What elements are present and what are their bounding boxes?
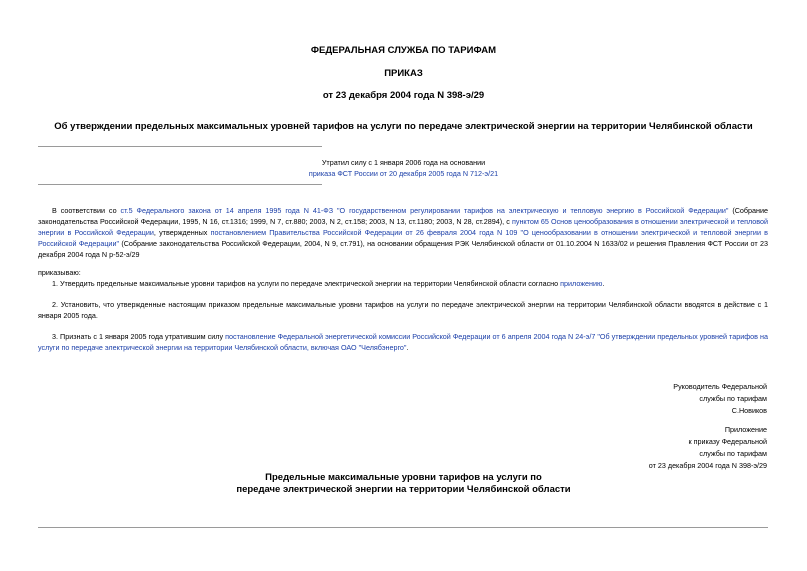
item-3-end: .: [406, 343, 409, 352]
doc-type: ПРИКАЗ: [384, 68, 423, 79]
repeal-order-link[interactable]: приказа ФСТ России от 20 декабря 2005 года N 712-э/21: [308, 169, 499, 178]
signature-block: [673, 381, 767, 417]
signature-line-2: службы по тарифам: [699, 394, 767, 403]
appendix-link[interactable]: приложению: [560, 279, 603, 288]
item-1-text: 1. Утвердить предельные максимальные уровни тарифов на услуги по передаче электрической энергии на территории Челябинской области согласно: [52, 279, 561, 288]
agency-name: ФЕДЕРАЛЬНАЯ СЛУЖБА ПО ТАРИФАМ: [310, 45, 497, 56]
item-2: 2. Установить, что утвержденные настоящим приказом предельные максимальные уровни тарифов на услуги по передаче электрической энергии на территории Челябинской области вводятся в действие с 1 января 2005 года.: [38, 300, 768, 320]
item-1-end: .: [602, 279, 605, 288]
intro-text-4: (Собрание законодательства Российской Федерации, 2004, N 9, ст.791), на основании обращения РЭК Челябинской области от 01.10.2004 N 1633/02 и решения Правления ФСТ России от 23 декабря 2004 года N р-52-э/29: [38, 239, 768, 259]
item-3: [38, 331, 768, 353]
intro-text-3: , утвержденных: [153, 228, 211, 237]
appendix-title-line-1: Предельные максимальные уровни тарифов на услуги по: [265, 472, 542, 483]
signature-name: С.Новиков: [731, 406, 767, 415]
intro-text-1: В соответствии со: [52, 206, 121, 215]
appendix-ref-line-3: службы по тарифам: [699, 449, 767, 458]
intro-paragraph: [38, 205, 768, 260]
fek-resolution-link[interactable]: постановление Федеральной энергетической комиссии Российской Федерации от 6 апреля 2004 года N 24-э/7 "Об утверждении предельных уровней тарифов на услуги по передаче электрической энергии на территории Челябинской области, включая ОАО "Челябэнерго": [38, 332, 768, 352]
doc-date: от 23 декабря 2004 года N 398-э/29: [322, 90, 485, 101]
appendix-title-line-2: передаче электрической энергии на территории Челябинской области: [236, 484, 571, 495]
appendix-reference: [649, 424, 767, 472]
pricing-basics-link[interactable]: пунктом 65 Основ ценообразования в отношении электрической и тепловой энергии в Российской Федерации: [38, 217, 768, 237]
status-note-link-row: [0, 169, 807, 178]
status-note: Утратил силу с 1 января 2006 года на основании: [321, 158, 486, 167]
intro-text-2: (Собрание законодательства Российской Федерации, 1995, N 16, ст.1316; 1999, N 7, ст.880; 2003, N 2, ст.158; 2003, N 13, ст.1180; 2003, N 28, ст.2894), с: [38, 206, 769, 226]
government-decree-link[interactable]: постановлением Правительства Российской Федерации от 26 февраля 2004 года N 109 "О ценообразовании в отношении электрической и тепловой энергии в Российской Федерации": [38, 228, 768, 248]
appendix-ref-line-4: от 23 декабря 2004 года N 398-э/29: [648, 461, 767, 470]
item-1: [38, 278, 768, 289]
appendix-ref-line-2: к приказу Федеральной: [688, 437, 767, 446]
signature-line-1: Руководитель Федеральной: [673, 382, 767, 391]
appendix-ref-line-1: Приложение: [724, 425, 767, 434]
divider-footer: [38, 527, 768, 528]
doc-title: Об утверждении предельных максимальных уровней тарифов на услуги по передаче электрической энергии на территории Челябинской области: [54, 121, 753, 132]
item-3-text: 3. Признать с 1 января 2005 года утратившим силу: [52, 332, 226, 341]
order-word: приказываю:: [38, 268, 81, 277]
federal-law-link[interactable]: ст.5 Федерального закона от 14 апреля 1995 года N 41-ФЗ "О государственном регулировании тарифов на электрическую и тепловую энергию в Российской Федерации": [120, 206, 729, 215]
divider-bottom: [38, 184, 322, 185]
divider-top: [38, 146, 322, 147]
